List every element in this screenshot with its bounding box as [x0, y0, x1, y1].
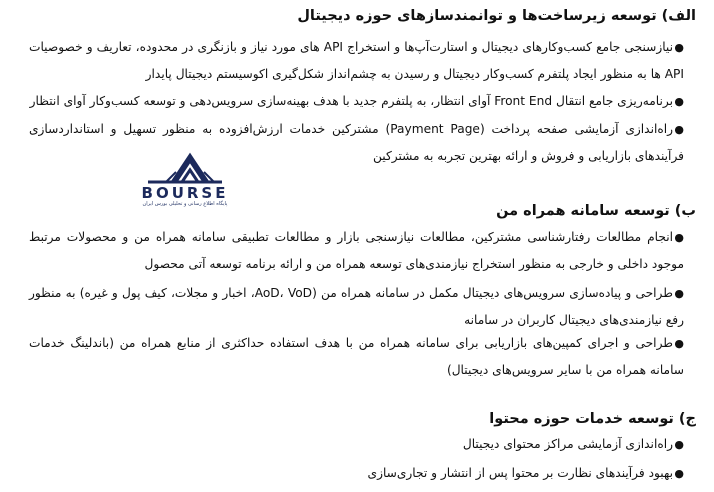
- section-c-bullet-1: ●راه‌اندازی آزمایشی مراکز محتوای دیجیتال: [29, 431, 684, 458]
- bullet-icon: ●: [674, 337, 684, 350]
- section-a-heading: الف) توسعه زیرساخت‌ها و توانمندسازهای حوزه دیجیتال: [297, 8, 696, 24]
- bullet-icon: ●: [674, 95, 684, 108]
- section-b-heading: ب) توسعه سامانه همراه من: [496, 203, 696, 219]
- section-a-bullet-2: ●برنامه‌ریزی جامع انتقال Front End آوای انتظار، به پلتفرم جدید با هدف بهینه‌سازی سرویس‌دهی و توسعه کسب‌وکار آوای انتظار: [29, 88, 684, 115]
- bullet-icon: ●: [674, 123, 685, 136]
- section-b-bullet-3: ●طراحی و اجرای کمپین‌های بازاریابی برای سامانه همراه من با هدف استفاده حداکثری از منابع همراه من (باندلینگ خدمات سامانه همراه من با سایر سرویس‌های دیجیتال): [29, 330, 684, 384]
- section-a-bullet-3: ●راه‌اندازی آزمایشی صفحه پرداخت (Payment Page) مشترکین خدمات ارزش‌افزوده به منظور تسهیل و استانداردسازی فرآیندهای بازاریابی و فروش و ارائه بهترین تجربه به مشترکین: [29, 116, 684, 170]
- section-b-bullet-2: ●طراحی و پیاده‌سازی سرویس‌های دیجیتال مکمل در سامانه همراه من (AoD، VoD، اخبار و مجلات، کیف پول و غیره) به منظور رفع نیازمندی‌های دیجیتال کاربران در سامانه: [29, 280, 684, 334]
- section-c-bullet-2: ●بهبود فرآیندهای نظارت بر محتوا پس از انتشار و تجاری‌سازی: [29, 460, 684, 487]
- logo-subtitle: پایگاه اطلاع رسانی و تحلیلی بورس ایران: [142, 201, 228, 207]
- bourse-logo-mark-icon: [126, 152, 244, 188]
- section-b-bullet-1: ●انجام مطالعات رفتارشناسی مشترکین، مطالعات نیازسنجی بازار و مطالعات تطبیقی سامانه همراه من و محصولات مرتبط موجود داخلی و خارجی به منظور استخراج نیازمندی‌های توسعه همراه من و ارائه برنامه توسعه آتی محصول: [29, 224, 684, 278]
- bourse-logo: [126, 152, 244, 210]
- bullet-icon: ●: [674, 287, 684, 300]
- section-c-heading: ج) توسعه خدمات حوزه محتوا: [489, 411, 696, 427]
- bullet-icon: ●: [674, 438, 684, 451]
- bullet-icon: ●: [674, 467, 684, 480]
- section-a-bullet-1: ●نیازسنجی جامع کسب‌وکارهای دیجیتال و استارت‌آپ‌ها و استخراج API های مورد نیاز و بازنگری در محدوده، تعاریف و خصوصیات API ها به منظور ایجاد پلتفرم کسب‌وکار دیجیتال و رسیدن به چشم‌انداز شکل‌گیری اکوسیستم دیجیتال پایدار: [29, 34, 684, 88]
- bullet-icon: ●: [674, 231, 684, 244]
- logo-word: BOURSE: [141, 184, 229, 202]
- bullet-icon: ●: [674, 41, 685, 54]
